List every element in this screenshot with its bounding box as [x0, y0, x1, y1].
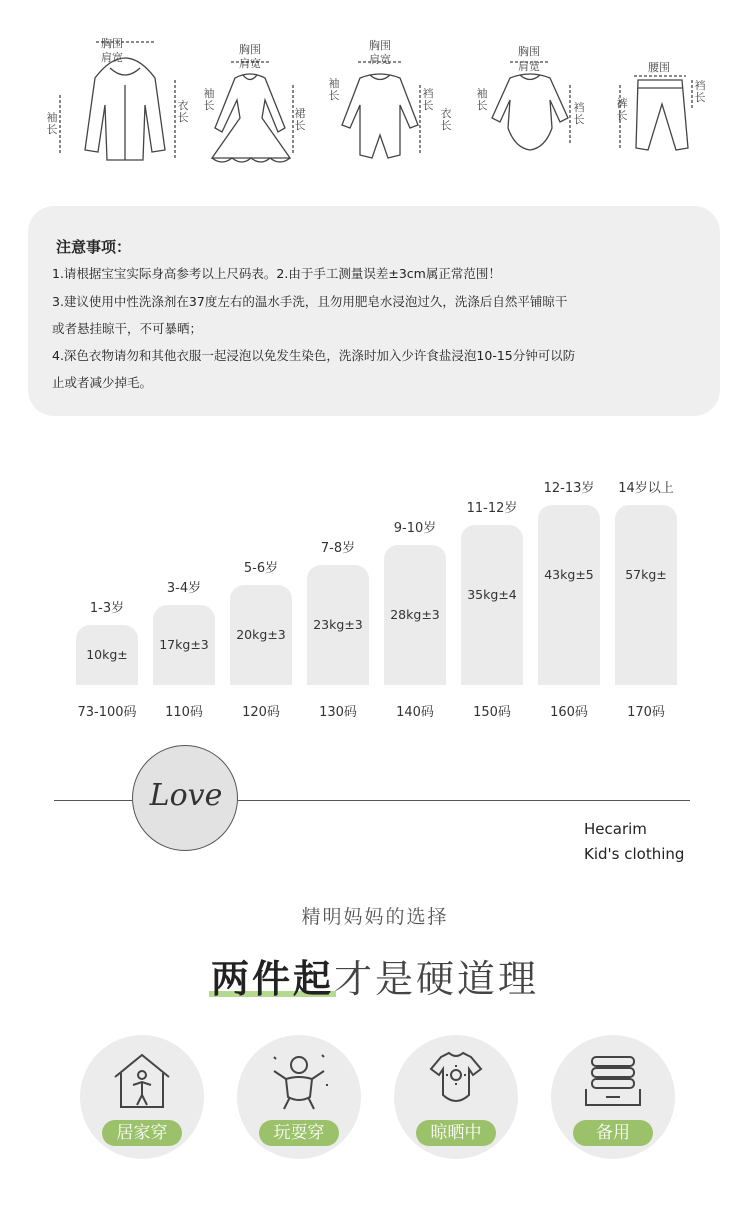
romper-shoulder-label: 肩宽 — [369, 53, 391, 66]
folded-clothes-icon — [578, 1045, 648, 1115]
size-code: 120码 — [242, 705, 280, 720]
age-label: 3-4岁 — [166, 581, 202, 596]
brand-name: Hecarim — [584, 820, 647, 838]
weight-label — [221, 627, 301, 642]
romper-length-label: 衣长 — [440, 107, 452, 132]
weight-label — [452, 587, 532, 602]
weight-tolerance: ±3 — [190, 637, 209, 652]
house-person-icon — [107, 1045, 177, 1115]
garment-diagrams — [0, 0, 750, 185]
bodysuit-shoulder-label: 肩宽 — [518, 60, 540, 73]
dress-diagram-icon — [212, 62, 293, 162]
weight-value: 23kg — [313, 617, 345, 632]
notes-title: 注意事项： — [56, 238, 132, 256]
icon-card-spare — [551, 1035, 675, 1159]
weight-tolerance: ±5 — [575, 567, 594, 582]
romper-diagram-icon — [342, 62, 420, 158]
icon-label: 备用 — [573, 1120, 653, 1146]
icon-card-play — [237, 1035, 361, 1159]
dress-chest-label: 胸围 — [239, 43, 261, 56]
brand-tagline: Kid's clothing — [584, 845, 685, 863]
age-label: 11-12岁 — [466, 501, 518, 516]
weight-tolerance: ± — [656, 567, 667, 582]
pants-diagram-icon — [620, 76, 692, 150]
bodysuit-crotch-label: 裆长 — [573, 101, 585, 126]
size-code: 140码 — [396, 705, 434, 720]
weight-value: 43kg — [544, 567, 576, 582]
size-code: 170码 — [627, 705, 665, 720]
weight-tolerance: ±3 — [421, 607, 440, 622]
note-line: 4.深色衣物请勿和其他衣服一起浸泡以免发生染色，洗涤时加入少许食盐浸泡10-15分钟可以防 — [52, 348, 576, 363]
note-line: 1.请根据宝宝实际身高参考以上尺码表。2.由于手工测量误差±3cm属正常范围！ — [52, 266, 501, 281]
notes-panel — [28, 206, 720, 416]
romper-chest-label: 胸围 — [369, 39, 391, 52]
size-code: 160码 — [550, 705, 588, 720]
weight-value: 20kg — [236, 627, 268, 642]
note-line: 止或者减少掉毛。 — [52, 375, 153, 390]
weight-label — [298, 617, 378, 632]
dress-shoulder-label: 肩宽 — [239, 57, 261, 70]
romper-sleeve-label: 袖长 — [328, 77, 340, 102]
note-line: 3.建议使用中性洗涤剂在37度左右的温水手洗，且勿用肥皂水浸泡过久，洗涤后自然平铺晾干 — [52, 294, 568, 309]
icon-label: 居家穿 — [102, 1120, 182, 1146]
bodysuit-diagram-icon — [492, 62, 570, 150]
coat-chest-label: 胸围 — [101, 37, 123, 50]
romper-crotch-label: 裆长 — [422, 87, 434, 112]
size-code: 73-100码 — [77, 705, 137, 720]
size-code: 110码 — [165, 705, 203, 720]
age-label: 12-13岁 — [543, 481, 595, 496]
size-bar — [461, 525, 523, 685]
love-text: Love — [149, 778, 223, 813]
dress-length-label: 裙长 — [294, 107, 306, 132]
weight-value: 35kg — [467, 587, 499, 602]
divider-line-left — [54, 800, 132, 801]
weight-value: 57kg — [625, 567, 657, 582]
age-label: 7-8岁 — [320, 541, 356, 556]
weight-tolerance: ±3 — [344, 617, 363, 632]
weight-value: 10kg — [86, 647, 118, 662]
size-bar — [538, 505, 600, 685]
age-label: 5-6岁 — [243, 561, 279, 576]
bodysuit-chest-label: 胸围 — [518, 45, 540, 58]
headline-highlight: 两件起 — [210, 957, 334, 1001]
age-label: 9-10岁 — [393, 521, 437, 536]
size-chart — [0, 430, 750, 730]
weight-label — [606, 567, 686, 582]
weight-value: 17kg — [159, 637, 191, 652]
coat-length-label: 衣长 — [177, 99, 189, 124]
weight-tolerance: ± — [117, 647, 128, 662]
coat-shoulder-label: 肩宽 — [101, 51, 123, 64]
icon-card-dry — [394, 1035, 518, 1159]
coat-sleeve-label: 袖长 — [46, 111, 58, 136]
size-code: 130码 — [319, 705, 357, 720]
weight-value: 28kg — [390, 607, 422, 622]
size-code: 150码 — [473, 705, 511, 720]
bodysuit-sleeve-label: 袖长 — [476, 87, 488, 112]
subtitle: 精明妈妈的选择 — [301, 906, 449, 928]
playing-baby-icon — [264, 1045, 334, 1115]
headline-rest: 才是硬道理 — [334, 957, 540, 1001]
divider-line-right — [238, 800, 690, 801]
size-bar — [615, 505, 677, 685]
dress-sleeve-label: 袖长 — [203, 87, 215, 112]
icon-label: 晾晒中 — [416, 1120, 496, 1146]
pants-waist-label: 腰围 — [648, 61, 670, 74]
age-label: 1-3岁 — [89, 601, 125, 616]
pants-length-label: 裤长 — [616, 97, 628, 122]
weight-label — [529, 567, 609, 582]
weight-label — [144, 637, 224, 652]
headline — [0, 948, 750, 1003]
icon-label: 玩耍穿 — [259, 1120, 339, 1146]
weight-tolerance: ±4 — [498, 587, 517, 602]
note-line: 或者悬挂晾干，不可暴晒； — [52, 321, 203, 336]
weight-tolerance: ±3 — [267, 627, 286, 642]
bodysuit-sun-icon — [421, 1045, 491, 1115]
weight-label — [375, 607, 455, 622]
love-badge — [132, 745, 238, 851]
pants-crotch-label: 裆长 — [694, 79, 706, 104]
icon-card-home — [80, 1035, 204, 1159]
weight-label — [67, 647, 147, 662]
age-label: 14岁以上 — [618, 481, 674, 496]
